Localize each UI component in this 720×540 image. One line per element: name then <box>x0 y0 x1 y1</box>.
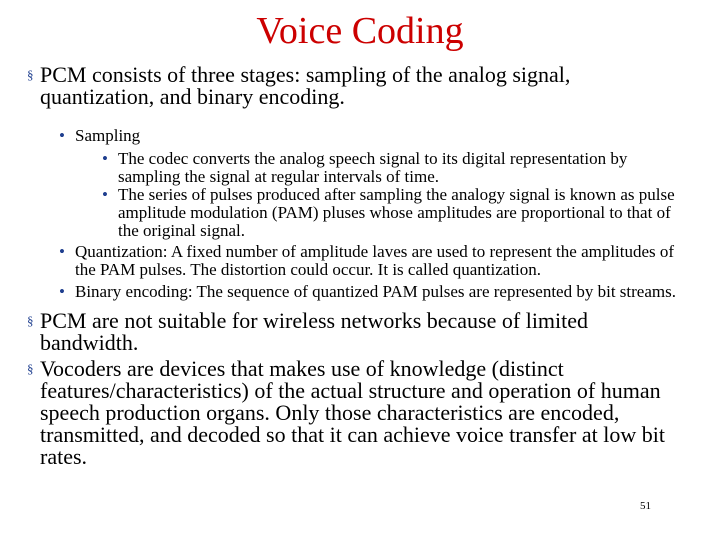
section-bullet-icon: § <box>27 313 34 328</box>
bullet-quantization <box>59 242 695 279</box>
bullet-pam <box>102 185 688 240</box>
bullet-binary-encoding <box>59 282 695 301</box>
bullet-codec <box>102 149 688 186</box>
section-bullet-icon: § <box>27 67 34 82</box>
bullet-vocoders <box>27 356 672 469</box>
bullet-pcm-wireless-text: PCM are not suitable for wireless networks because of limited bandwidth. <box>40 308 589 355</box>
dot-bullet-icon: • <box>59 126 65 145</box>
bullet-codec-text: The codec converts the analog speech signal to its digital representation by sampling the signal at regular intervals of time. <box>118 149 628 186</box>
bullet-pcm-stages-text: PCM consists of three stages: sampling of the analog signal, quantization, and binary encoding. <box>40 62 571 109</box>
dot-bullet-icon: • <box>102 185 108 204</box>
bullet-sampling-text: Sampling <box>75 126 141 145</box>
page-number: 51 <box>640 500 651 512</box>
bullet-binary-encoding-text: Binary encoding: The sequence of quantized PAM pulses are represented by bit streams. <box>75 282 676 301</box>
dot-bullet-icon: • <box>102 149 108 168</box>
bullet-pcm-stages <box>27 62 672 109</box>
section-bullet-icon: § <box>27 361 34 376</box>
bullet-pcm-wireless <box>27 308 672 355</box>
bullet-quantization-text: Quantization: A fixed number of amplitude laves are used to represent the amplitudes of the PAM pulses. The distortion could occur. It is called quantization. <box>75 242 675 279</box>
slide-title: Voice Coding <box>256 10 464 52</box>
slide-content <box>0 64 720 468</box>
bullet-vocoders-text: Vocoders are devices that makes use of knowledge (distinct features/characteristics) of the actual structure and operation of human speech production organs. Only those characteristics are encoded, transmitted, and decoded so that it can achieve voice transfer at low bit rates. <box>40 356 665 469</box>
dot-bullet-icon: • <box>59 282 65 301</box>
dot-bullet-icon: • <box>59 242 65 261</box>
bullet-pam-text: The series of pulses produced after sampling the analogy signal is known as pulse amplitude modulation (PAM) pluses whose amplitudes are proportional to that of the original signal. <box>118 185 675 240</box>
bullet-sampling <box>59 126 695 145</box>
